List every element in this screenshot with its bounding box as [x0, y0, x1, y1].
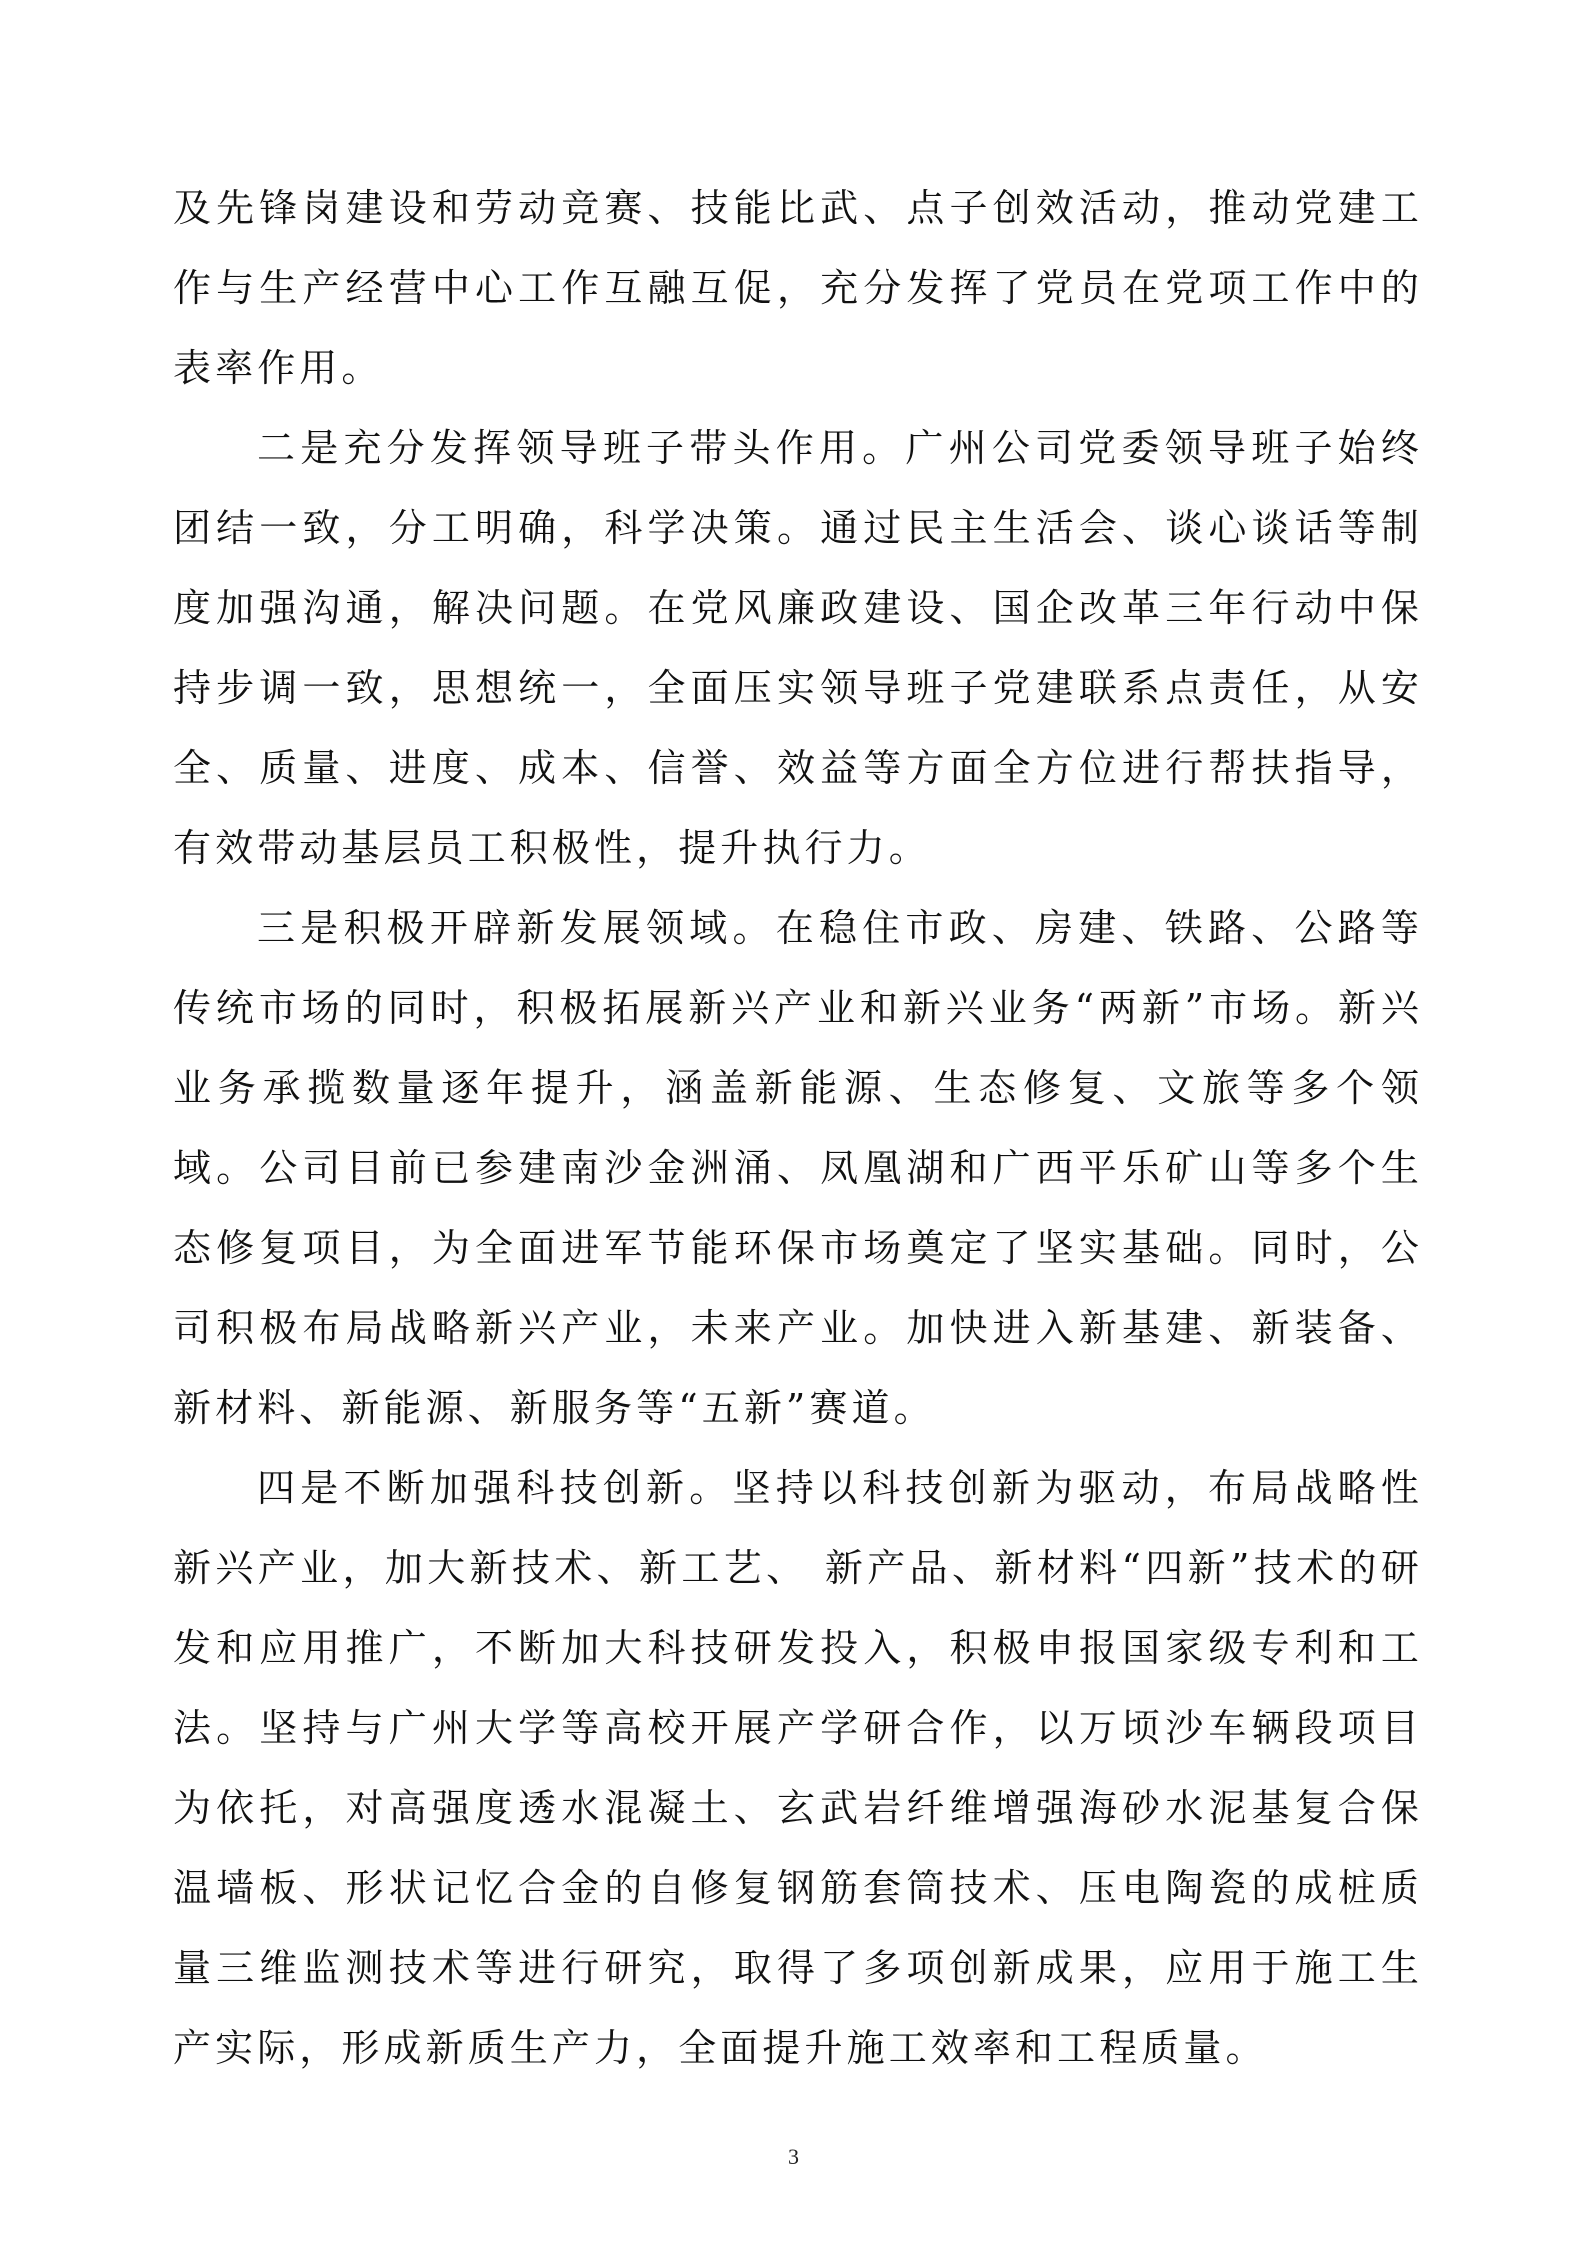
paragraph-continuation: 及先锋岗建设和劳动竞赛、技能比武、点子创效活动，推动党建工作与生产经营中心工作互融互促，充分发挥了党员在党项工作中的表率作用。 — [173, 186, 1423, 390]
page-number: 3 — [788, 2144, 799, 2169]
paragraph-innovation: 四是不断加强科技创新。坚持以科技创新为驱动，布局战略性新兴产业，加大新技术、新工艺、 新产品、新材料“四新”技术的研发和应用推广，不断加大科技研发投入，积极申报国家级专利和工法。坚持与广州大学等高校开展产学研合作，以万顷沙车辆段项目为依托，对高强度透水混凝土、玄武岩纤维增强海砂水泥基复合保温墙板、形状记忆合金的自修复钢筋套筒技术、压电陶瓷的成桩质量三维监测技术等进行研究，取得了多项创新成果，应用于施工生产实际，形成新质生产力，全面提升施工效率和工程质量。 — [173, 1466, 1423, 2070]
body-text — [173, 168, 1423, 2088]
paragraph-new-fields: 三是积极开辟新发展领域。在稳住市政、房建、铁路、公路等传统市场的同时，积极拓展新兴产业和新兴业务“两新”市场。新兴业务承揽数量逐年提升，涵盖新能源、生态修复、文旅等多个领域。公司目前已参建南沙金洲涌、凤凰湖和广西平乐矿山等多个生态修复项目，为全面进军节能环保市场奠定了坚实基础。同时，公司积极布局战略新兴产业，未来产业。加快进入新基建、新装备、新材料、新能源、新服务等“五新”赛道。 — [173, 906, 1423, 1430]
paragraph-leadership: 二是充分发挥领导班子带头作用。广州公司党委领导班子始终团结一致，分工明确，科学决策。通过民主生活会、谈心谈话等制度加强沟通，解决问题。在党风廉政建设、国企改革三年行动中保持步调一致，思想统一，全面压实领导班子党建联系点责任，从安全、质量、进度、成本、信誉、效益等方面全方位进行帮扶指导，有效带动基层员工积极性，提升执行力。 — [173, 426, 1423, 870]
